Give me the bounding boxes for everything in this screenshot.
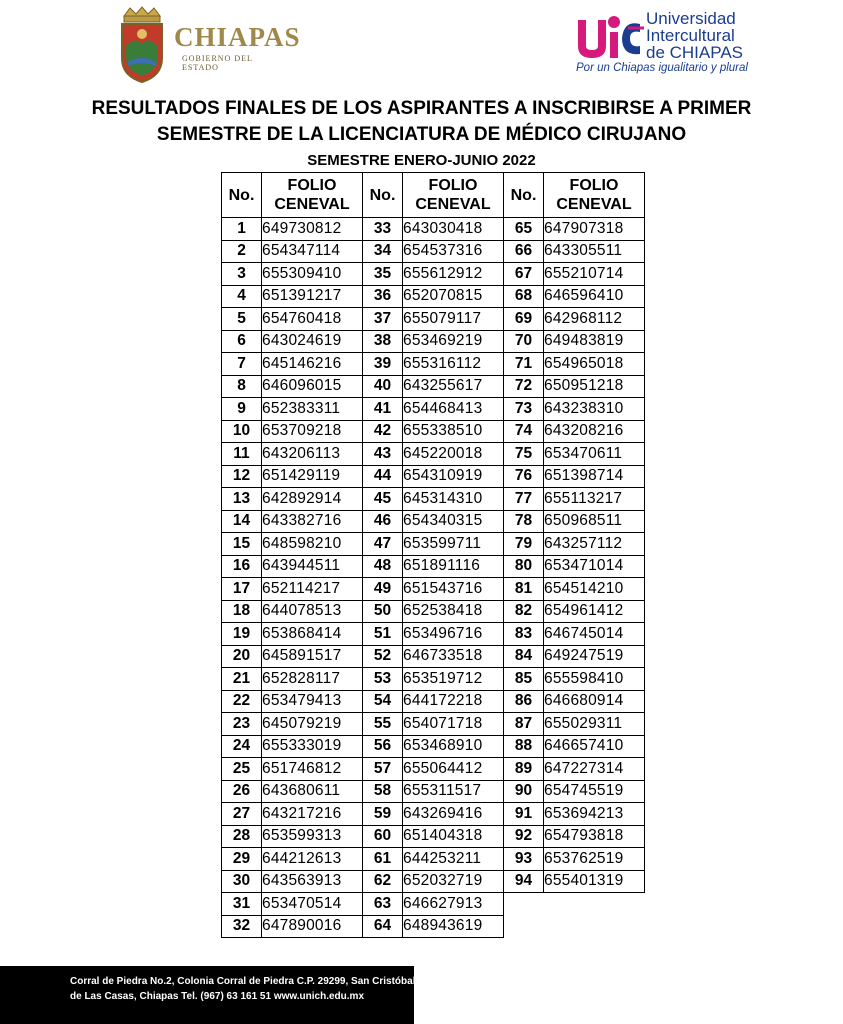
column-header-no: No. (222, 173, 262, 218)
row-number-cell: 80 (504, 555, 544, 578)
row-number-cell: 21 (222, 668, 262, 691)
folio-ceneval-cell: 645314310 (403, 488, 504, 511)
row-number-cell: 57 (363, 758, 403, 781)
folio-ceneval-cell: 653694213 (544, 803, 645, 826)
folio-ceneval-cell: 653469219 (403, 330, 504, 353)
folio-ceneval-cell: 650951218 (544, 375, 645, 398)
folio-ceneval-cell: 655338510 (403, 420, 504, 443)
row-number-cell: 15 (222, 533, 262, 556)
row-number-cell: 5 (222, 308, 262, 331)
row-number-cell: 91 (504, 803, 544, 826)
row-number-cell: 11 (222, 443, 262, 466)
row-number-cell: 43 (363, 443, 403, 466)
folio-ceneval-cell: 644172218 (403, 690, 504, 713)
empty-cell (504, 893, 544, 916)
table-row (222, 578, 645, 601)
folio-ceneval-cell: 649247519 (544, 645, 645, 668)
row-number-cell: 34 (363, 240, 403, 263)
folio-ceneval-cell: 651543716 (403, 578, 504, 601)
folio-ceneval-cell: 644253211 (403, 848, 504, 871)
folio-ceneval-cell: 643030418 (403, 218, 504, 241)
folio-ceneval-cell: 655029311 (544, 713, 645, 736)
folio-ceneval-cell: 648598210 (262, 533, 363, 556)
folio-ceneval-cell: 643382716 (262, 510, 363, 533)
folio-ceneval-cell: 649730812 (262, 218, 363, 241)
row-number-cell: 62 (363, 870, 403, 893)
folio-ceneval-cell: 643206113 (262, 443, 363, 466)
table-row (222, 825, 645, 848)
unich-logo (574, 8, 750, 78)
folio-ceneval-cell: 647890016 (262, 915, 363, 938)
row-number-cell: 8 (222, 375, 262, 398)
folio-ceneval-cell: 646096015 (262, 375, 363, 398)
chiapas-logo-name: CHIAPAS (174, 22, 301, 52)
table-row (222, 263, 645, 286)
row-number-cell: 64 (363, 915, 403, 938)
folio-ceneval-cell: 653470514 (262, 893, 363, 916)
folio-ceneval-cell: 654340315 (403, 510, 504, 533)
row-number-cell: 50 (363, 600, 403, 623)
folio-ceneval-cell: 644212613 (262, 848, 363, 871)
document-title-line-2: SEMESTRE DE LA LICENCIATURA DE MÉDICO CIRUJANO (156, 124, 687, 145)
row-number-cell: 1 (222, 218, 262, 241)
folio-ceneval-cell: 651391217 (262, 285, 363, 308)
table-row (222, 488, 645, 511)
table-row (222, 218, 645, 241)
folio-ceneval-cell: 646657410 (544, 735, 645, 758)
row-number-cell: 2 (222, 240, 262, 263)
folio-ceneval-cell: 643257112 (544, 533, 645, 556)
folio-ceneval-cell: 654071718 (403, 713, 504, 736)
folio-header-line-1: FOLIO (287, 177, 337, 194)
row-number-cell: 37 (363, 308, 403, 331)
unich-name-line-1: Universidad (646, 9, 736, 28)
row-number-cell: 29 (222, 848, 262, 871)
folio-ceneval-cell: 645146216 (262, 353, 363, 376)
table-row (222, 623, 645, 646)
folio-header-line-2: CENEVAL (556, 196, 632, 213)
table-row (222, 893, 645, 916)
row-number-cell: 14 (222, 510, 262, 533)
folio-ceneval-cell: 654793818 (544, 825, 645, 848)
row-number-cell: 27 (222, 803, 262, 826)
row-number-cell: 82 (504, 600, 544, 623)
row-number-cell: 92 (504, 825, 544, 848)
row-number-cell: 71 (504, 353, 544, 376)
folio-ceneval-cell: 653868414 (262, 623, 363, 646)
folio-ceneval-cell: 646627913 (403, 893, 504, 916)
folio-ceneval-cell: 643305511 (544, 240, 645, 263)
folio-ceneval-cell: 647907318 (544, 218, 645, 241)
folio-ceneval-cell: 653709218 (262, 420, 363, 443)
row-number-cell: 63 (363, 893, 403, 916)
table-row (222, 330, 645, 353)
row-number-cell: 87 (504, 713, 544, 736)
row-number-cell: 3 (222, 263, 262, 286)
folio-ceneval-cell: 652114217 (262, 578, 363, 601)
row-number-cell: 85 (504, 668, 544, 691)
row-number-cell: 52 (363, 645, 403, 668)
document-title-line-1: RESULTADOS FINALES DE LOS ASPIRANTES A INSCRIBIRSE A PRIMER (91, 98, 752, 119)
folio-ceneval-cell: 644078513 (262, 600, 363, 623)
footer-address-line-2: de Las Casas, Chiapas Tel. (967) 63 161 51 www.unich.edu.mx (70, 991, 365, 1002)
folio-ceneval-cell: 652828117 (262, 668, 363, 691)
folio-ceneval-cell: 645891517 (262, 645, 363, 668)
row-number-cell: 83 (504, 623, 544, 646)
folio-ceneval-cell: 653762519 (544, 848, 645, 871)
table-row (222, 443, 645, 466)
table-row (222, 600, 645, 623)
row-number-cell: 31 (222, 893, 262, 916)
folio-ceneval-cell: 651398714 (544, 465, 645, 488)
row-number-cell: 18 (222, 600, 262, 623)
folio-ceneval-cell: 652070815 (403, 285, 504, 308)
table-row (222, 555, 645, 578)
unich-tagline: Por un Chiapas igualitario y plural (576, 62, 748, 74)
results-table (221, 172, 645, 938)
row-number-cell: 73 (504, 398, 544, 421)
row-number-cell: 42 (363, 420, 403, 443)
row-number-cell: 12 (222, 465, 262, 488)
row-number-cell: 36 (363, 285, 403, 308)
row-number-cell: 74 (504, 420, 544, 443)
row-number-cell: 79 (504, 533, 544, 556)
folio-ceneval-cell: 650968511 (544, 510, 645, 533)
row-number-cell: 53 (363, 668, 403, 691)
folio-ceneval-cell: 645079219 (262, 713, 363, 736)
table-row (222, 690, 645, 713)
folio-ceneval-cell: 653599313 (262, 825, 363, 848)
folio-ceneval-cell: 653471014 (544, 555, 645, 578)
folio-ceneval-cell: 642968112 (544, 308, 645, 331)
folio-ceneval-cell: 643269416 (403, 803, 504, 826)
table-row (222, 713, 645, 736)
row-number-cell: 86 (504, 690, 544, 713)
folio-ceneval-cell: 655316112 (403, 353, 504, 376)
folio-header-line-1: FOLIO (428, 177, 478, 194)
folio-ceneval-cell: 653599711 (403, 533, 504, 556)
row-number-cell: 84 (504, 645, 544, 668)
folio-ceneval-cell: 654310919 (403, 465, 504, 488)
folio-ceneval-cell: 643563913 (262, 870, 363, 893)
table-row (222, 533, 645, 556)
row-number-cell: 76 (504, 465, 544, 488)
folio-ceneval-cell: 646596410 (544, 285, 645, 308)
footer-address-line-1: Corral de Piedra No.2, Colonia Corral de Piedra C.P. 29299, San Cristóbal (70, 976, 416, 987)
folio-ceneval-cell: 646680914 (544, 690, 645, 713)
folio-ceneval-cell: 655311517 (403, 780, 504, 803)
folio-ceneval-cell: 653468910 (403, 735, 504, 758)
row-number-cell: 19 (222, 623, 262, 646)
folio-ceneval-cell: 655079117 (403, 308, 504, 331)
folio-ceneval-cell: 652383311 (262, 398, 363, 421)
folio-ceneval-cell: 655210714 (544, 263, 645, 286)
unich-name-line-3: de CHIAPAS (646, 43, 744, 62)
row-number-cell: 51 (363, 623, 403, 646)
row-number-cell: 81 (504, 578, 544, 601)
table-header-row (222, 173, 645, 218)
folio-ceneval-cell: 645220018 (403, 443, 504, 466)
row-number-cell: 40 (363, 375, 403, 398)
folio-ceneval-cell: 655113217 (544, 488, 645, 511)
folio-ceneval-cell: 651404318 (403, 825, 504, 848)
folio-ceneval-cell: 643238310 (544, 398, 645, 421)
table-row (222, 870, 645, 893)
row-number-cell: 9 (222, 398, 262, 421)
folio-ceneval-cell: 643217216 (262, 803, 363, 826)
folio-ceneval-cell: 655598410 (544, 668, 645, 691)
folio-ceneval-cell: 643680611 (262, 780, 363, 803)
folio-ceneval-cell: 643944511 (262, 555, 363, 578)
folio-ceneval-cell: 642892914 (262, 488, 363, 511)
row-number-cell: 61 (363, 848, 403, 871)
chiapas-crest-icon (116, 6, 168, 84)
unich-name-line-2: Intercultural (646, 26, 735, 45)
row-number-cell: 25 (222, 758, 262, 781)
chiapas-logo-subtitle: GOBIERNO DEL ESTADO (182, 54, 253, 72)
row-number-cell: 4 (222, 285, 262, 308)
row-number-cell: 59 (363, 803, 403, 826)
column-header-no: No. (363, 173, 403, 218)
row-number-cell: 23 (222, 713, 262, 736)
row-number-cell: 54 (363, 690, 403, 713)
row-number-cell: 41 (363, 398, 403, 421)
folio-ceneval-cell: 654745519 (544, 780, 645, 803)
folio-ceneval-cell: 652032719 (403, 870, 504, 893)
folio-ceneval-cell: 654347114 (262, 240, 363, 263)
row-number-cell: 69 (504, 308, 544, 331)
column-header-no: No. (504, 173, 544, 218)
column-header-folio (403, 173, 504, 218)
table-row (222, 848, 645, 871)
row-number-cell: 48 (363, 555, 403, 578)
column-header-folio (262, 173, 363, 218)
row-number-cell: 45 (363, 488, 403, 511)
table-row (222, 668, 645, 691)
folio-ceneval-cell: 643024619 (262, 330, 363, 353)
row-number-cell: 33 (363, 218, 403, 241)
row-number-cell: 10 (222, 420, 262, 443)
row-number-cell: 68 (504, 285, 544, 308)
table-row (222, 308, 645, 331)
footer-bar (0, 966, 414, 1024)
folio-ceneval-cell: 649483819 (544, 330, 645, 353)
row-number-cell: 28 (222, 825, 262, 848)
folio-ceneval-cell: 655064412 (403, 758, 504, 781)
folio-ceneval-cell: 653479413 (262, 690, 363, 713)
document-subtitle: SEMESTRE ENERO-JUNIO 2022 (307, 152, 536, 169)
folio-ceneval-cell: 653519712 (403, 668, 504, 691)
folio-ceneval-cell: 655309410 (262, 263, 363, 286)
folio-ceneval-cell: 652538418 (403, 600, 504, 623)
unich-logo-name (646, 10, 743, 61)
row-number-cell: 72 (504, 375, 544, 398)
row-number-cell: 70 (504, 330, 544, 353)
table-row (222, 780, 645, 803)
row-number-cell: 6 (222, 330, 262, 353)
folio-header-line-1: FOLIO (569, 177, 619, 194)
folio-ceneval-cell: 643208216 (544, 420, 645, 443)
row-number-cell: 55 (363, 713, 403, 736)
row-number-cell: 26 (222, 780, 262, 803)
results-table-body (222, 218, 645, 938)
table-row (222, 510, 645, 533)
row-number-cell: 35 (363, 263, 403, 286)
row-number-cell: 65 (504, 218, 544, 241)
row-number-cell: 67 (504, 263, 544, 286)
row-number-cell: 78 (504, 510, 544, 533)
row-number-cell: 94 (504, 870, 544, 893)
table-row (222, 803, 645, 826)
row-number-cell: 47 (363, 533, 403, 556)
row-number-cell: 16 (222, 555, 262, 578)
row-number-cell: 22 (222, 690, 262, 713)
folio-header-line-2: CENEVAL (274, 196, 350, 213)
table-row (222, 735, 645, 758)
table-row (222, 285, 645, 308)
folio-ceneval-cell: 651891116 (403, 555, 504, 578)
table-row (222, 420, 645, 443)
column-header-folio (544, 173, 645, 218)
folio-ceneval-cell: 647227314 (544, 758, 645, 781)
row-number-cell: 58 (363, 780, 403, 803)
chiapas-government-logo (112, 6, 301, 86)
folio-ceneval-cell: 654514210 (544, 578, 645, 601)
empty-cell (544, 915, 645, 938)
row-number-cell: 89 (504, 758, 544, 781)
table-row (222, 375, 645, 398)
row-number-cell: 17 (222, 578, 262, 601)
folio-header-line-2: CENEVAL (415, 196, 491, 213)
folio-ceneval-cell: 654468413 (403, 398, 504, 421)
row-number-cell: 44 (363, 465, 403, 488)
table-row (222, 758, 645, 781)
row-number-cell: 56 (363, 735, 403, 758)
table-row (222, 465, 645, 488)
table-row (222, 915, 645, 938)
row-number-cell: 77 (504, 488, 544, 511)
folio-ceneval-cell: 646733518 (403, 645, 504, 668)
table-row (222, 398, 645, 421)
row-number-cell: 38 (363, 330, 403, 353)
folio-ceneval-cell: 654961412 (544, 600, 645, 623)
folio-ceneval-cell: 643255617 (403, 375, 504, 398)
folio-ceneval-cell: 653470611 (544, 443, 645, 466)
empty-cell (544, 893, 645, 916)
folio-ceneval-cell: 653496716 (403, 623, 504, 646)
folio-ceneval-cell: 654965018 (544, 353, 645, 376)
row-number-cell: 46 (363, 510, 403, 533)
row-number-cell: 75 (504, 443, 544, 466)
folio-ceneval-cell: 655333019 (262, 735, 363, 758)
unich-mark-icon (574, 12, 646, 62)
empty-cell (504, 915, 544, 938)
row-number-cell: 13 (222, 488, 262, 511)
folio-ceneval-cell: 651746812 (262, 758, 363, 781)
row-number-cell: 30 (222, 870, 262, 893)
table-row (222, 645, 645, 668)
row-number-cell: 20 (222, 645, 262, 668)
row-number-cell: 39 (363, 353, 403, 376)
row-number-cell: 88 (504, 735, 544, 758)
folio-ceneval-cell: 646745014 (544, 623, 645, 646)
row-number-cell: 93 (504, 848, 544, 871)
row-number-cell: 66 (504, 240, 544, 263)
folio-ceneval-cell: 655612912 (403, 263, 504, 286)
row-number-cell: 7 (222, 353, 262, 376)
row-number-cell: 32 (222, 915, 262, 938)
folio-ceneval-cell: 654760418 (262, 308, 363, 331)
row-number-cell: 24 (222, 735, 262, 758)
row-number-cell: 90 (504, 780, 544, 803)
row-number-cell: 49 (363, 578, 403, 601)
table-row (222, 353, 645, 376)
folio-ceneval-cell: 651429119 (262, 465, 363, 488)
table-row (222, 240, 645, 263)
folio-ceneval-cell: 654537316 (403, 240, 504, 263)
folio-ceneval-cell: 648943619 (403, 915, 504, 938)
folio-ceneval-cell: 655401319 (544, 870, 645, 893)
row-number-cell: 60 (363, 825, 403, 848)
